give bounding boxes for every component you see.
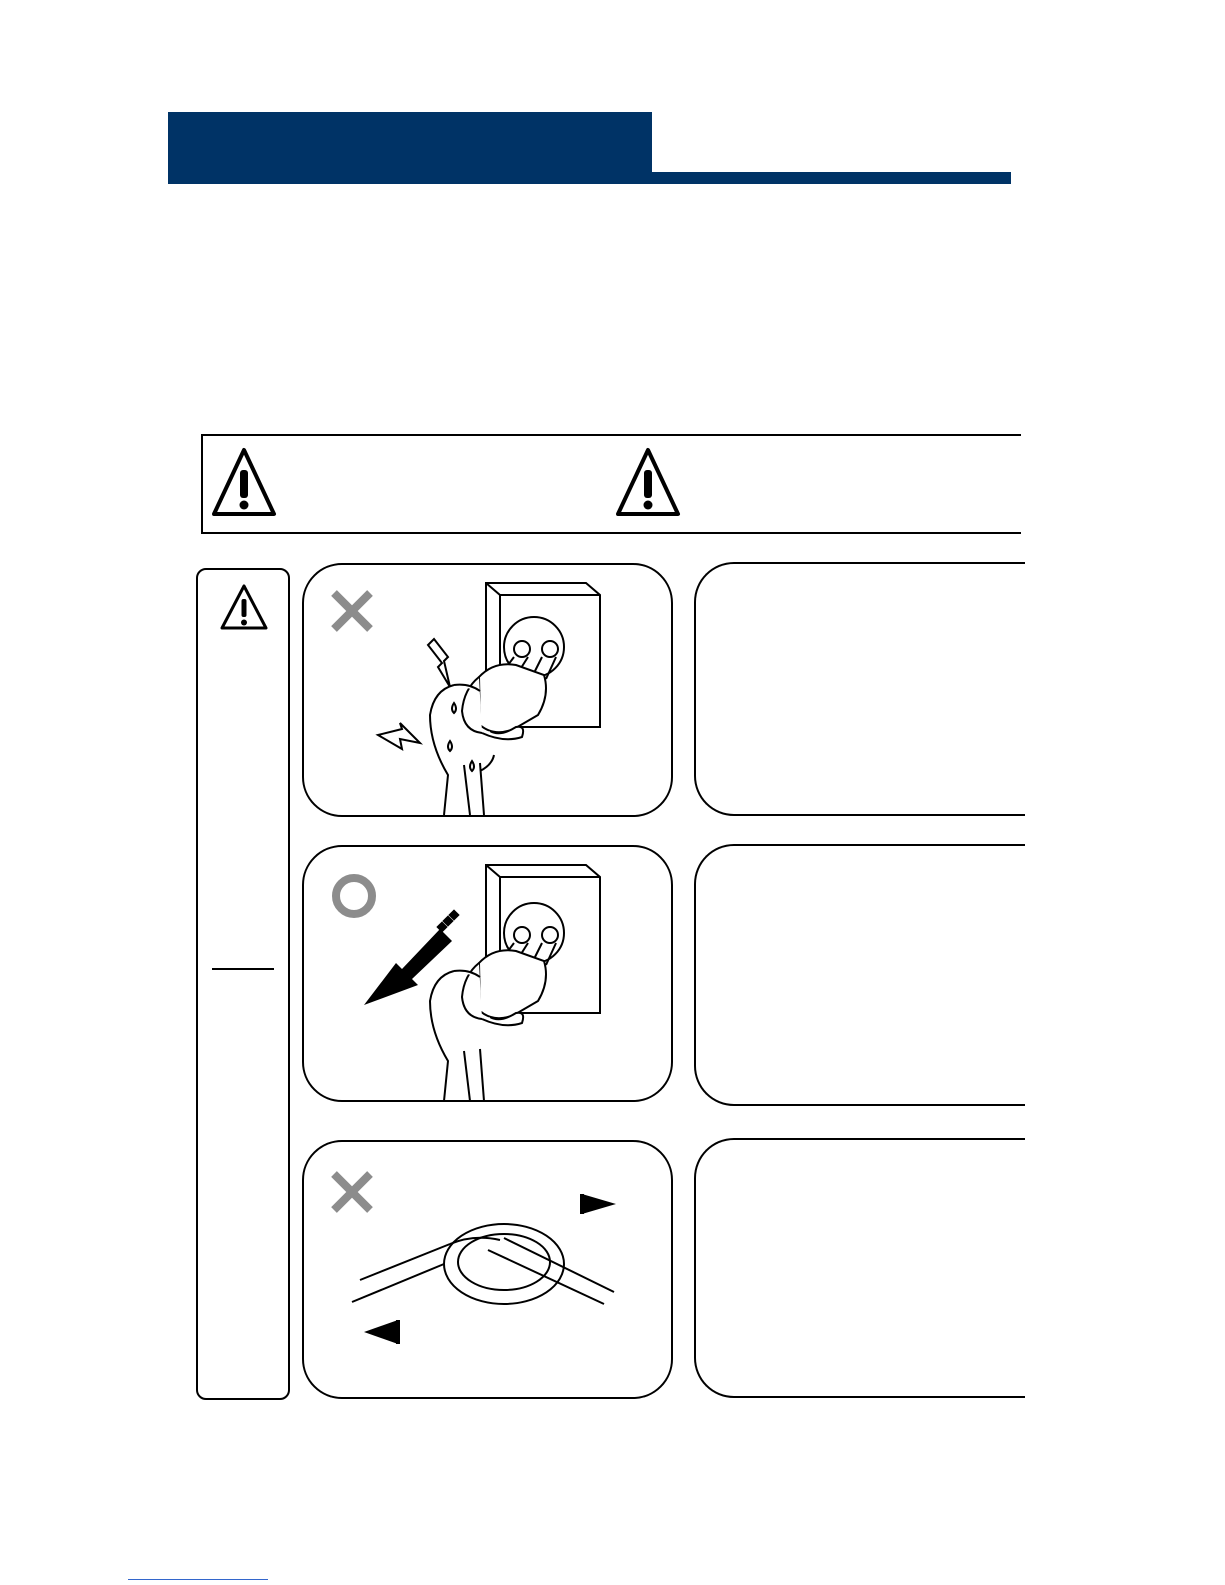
- illustration-panel-2: [302, 845, 673, 1102]
- header-rule: [168, 172, 1011, 184]
- side-divider: [212, 968, 274, 970]
- arrow-left-icon: [364, 1320, 398, 1344]
- text-box-2: [694, 844, 1025, 1106]
- illustration-panel-3: [302, 1140, 673, 1399]
- arrow-right-tail: [580, 1194, 584, 1214]
- warning-triangle-icon: [210, 446, 278, 518]
- wet-hand-unplugging-icon: [378, 583, 600, 815]
- arrow-right-icon: [582, 1194, 616, 1214]
- cross-icon: [334, 593, 370, 629]
- text-box-3: [694, 1138, 1025, 1398]
- footer-link-underline[interactable]: [128, 1579, 268, 1581]
- text-box-1: [694, 562, 1025, 816]
- arrow-left-tail: [396, 1320, 400, 1344]
- knotted-cord-icon: [352, 1224, 614, 1304]
- circle-icon: [336, 878, 372, 914]
- warning-triangle-icon: [614, 446, 682, 518]
- side-panel: [196, 568, 290, 1400]
- illustration-panel-1: [302, 563, 673, 817]
- cross-icon: [334, 1174, 370, 1210]
- hand-pulling-plug-icon: [430, 865, 600, 1101]
- legend-box: [201, 434, 1021, 534]
- warning-triangle-icon: [219, 583, 269, 631]
